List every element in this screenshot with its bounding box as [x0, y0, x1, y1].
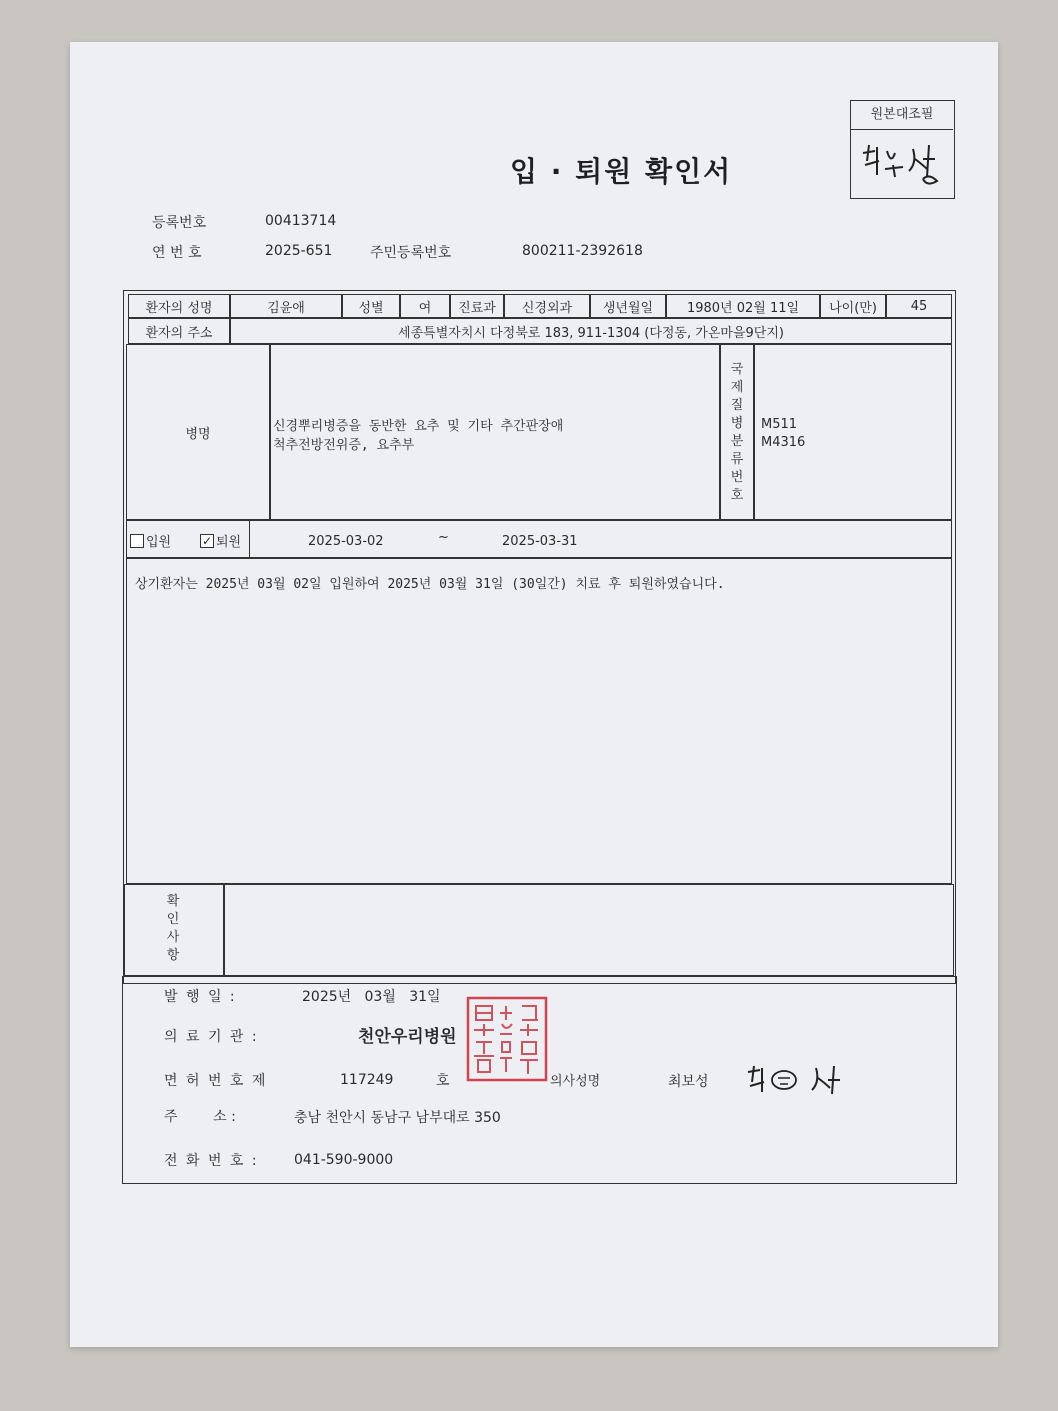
institution-name: 천안우리병원 — [358, 1027, 457, 1047]
address-label: 환자의 주소 — [128, 318, 230, 344]
icd-code-label-cell — [720, 344, 754, 520]
stay-statement: 상기환자는 2025년 03월 02일 입원하여 2025년 03월 31일 (30일간) 치료 후 퇴원하였습니다. — [135, 577, 725, 592]
icd-codes-cell — [754, 344, 952, 520]
stay-to-date: 2025-03-31 — [502, 534, 578, 549]
license-label: 면 허 번 호 제 — [164, 1073, 268, 1089]
resident-no-value: 800211-2392618 — [522, 243, 643, 259]
issue-date-value: 2025년 03월 31일 — [302, 989, 441, 1005]
icd-code-1: M511 — [761, 417, 798, 432]
confirm-content-cell — [224, 884, 954, 976]
dept-value: 신경외과 — [504, 294, 590, 318]
resident-no-label: 주민등록번호 — [370, 245, 452, 261]
license-suffix: 호 — [436, 1073, 450, 1089]
serial-label: 연 번 호 — [152, 245, 202, 261]
institution-label: 의 료 기 관 : — [164, 1029, 259, 1045]
hospital-seal — [466, 996, 548, 1082]
diagnosis-label: 병명 — [126, 344, 270, 520]
dob-label: 생년월일 — [590, 294, 666, 318]
stay-separator: ~ — [438, 530, 449, 545]
diagnosis-text — [270, 344, 720, 520]
hospital-address: 충남 천안시 동남구 남부대로 350 — [294, 1110, 501, 1126]
doctor-signature — [742, 1060, 852, 1100]
stay-from-date: 2025-03-02 — [308, 534, 384, 549]
reg-no-label: 등록번호 — [152, 215, 207, 231]
name-value: 김윤애 — [230, 294, 342, 318]
certified-copy-box — [850, 100, 955, 199]
reg-no-value: 00413714 — [265, 213, 337, 229]
age-label: 나이(만) — [820, 294, 886, 318]
issue-date-label: 발 행 일 : — [164, 989, 237, 1005]
doctor-name: 최보성 — [668, 1074, 709, 1090]
name-label: 환자의 성명 — [128, 294, 230, 318]
document-title: 입 · 퇴원 확인서 — [510, 155, 733, 188]
diagnosis-line-2: 척추전방전위증, 요추부 — [273, 438, 415, 453]
doctor-label: 의사성명 — [550, 1074, 601, 1089]
confirm-label-cell — [124, 884, 224, 976]
discharge-label: 퇴원 — [216, 535, 242, 550]
statement-cell — [126, 558, 952, 884]
phone-label: 전 화 번 호 : — [164, 1153, 259, 1169]
license-number: 117249 — [340, 1072, 394, 1088]
address-value: 세종특별자치시 다정북로 183, 911-1304 (다정동, 가온마을9단지) — [230, 318, 952, 344]
sex-label: 성별 — [342, 294, 400, 318]
age-value: 45 — [886, 294, 952, 318]
certified-copy-signature — [857, 135, 949, 193]
dob-value: 1980년 02월 11일 — [666, 294, 820, 318]
admit-checkbox[interactable] — [130, 534, 144, 548]
certified-copy-label: 원본대조필 — [851, 101, 953, 130]
icd-code-label: 국제질병분류번호 — [730, 362, 744, 503]
phone-number: 041-590-9000 — [294, 1152, 394, 1168]
sex-value: 여 — [400, 294, 450, 318]
discharge-checkbox[interactable]: ✓ — [201, 534, 213, 548]
hospital-address-label: 주 소 : — [164, 1109, 236, 1125]
icd-code-2: M4316 — [761, 435, 806, 450]
confirm-label: 확인사항 — [166, 894, 180, 963]
diagnosis-line-1: 신경뿌리병증을 동반한 요추 및 기타 추간판장애 — [273, 419, 564, 434]
serial-value: 2025-651 — [265, 243, 333, 259]
admit-label: 입원 — [146, 535, 172, 550]
dept-label: 진료과 — [450, 294, 504, 318]
document-page — [70, 42, 998, 1347]
